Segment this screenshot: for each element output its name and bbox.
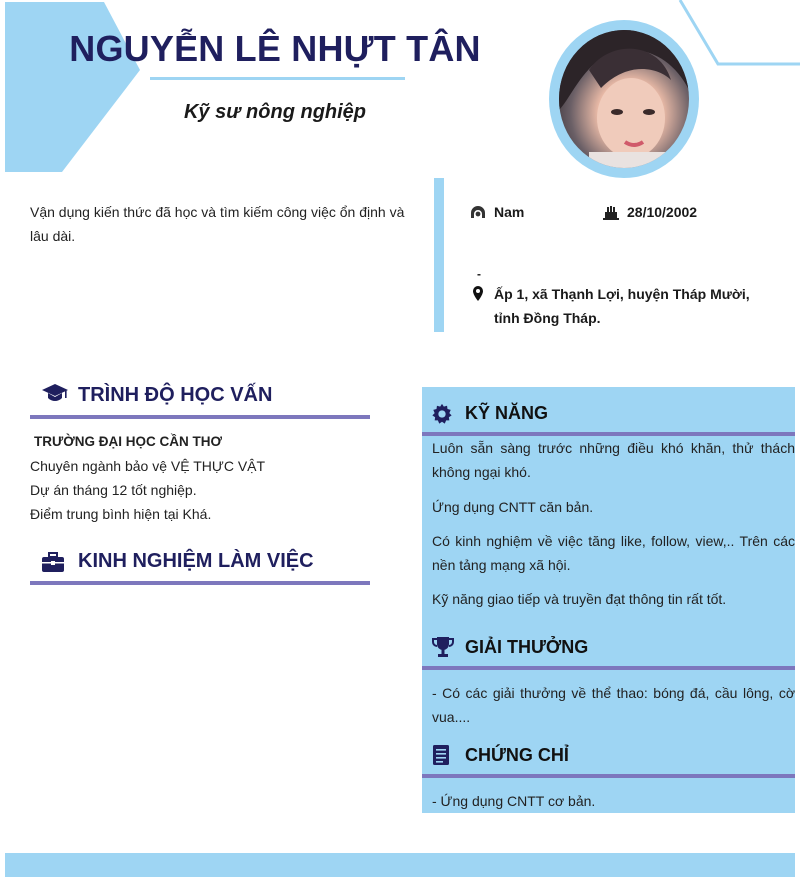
avatar-photo	[559, 30, 689, 168]
education-body	[30, 430, 390, 526]
document-icon	[433, 745, 449, 765]
map-pin-icon	[470, 286, 486, 302]
skill-item: Luôn sẵn sàng trước những điều khó khăn, thử thách không ngại khó.	[432, 440, 795, 480]
footer-bar	[5, 853, 795, 877]
cake-icon	[603, 204, 619, 220]
user-icon	[470, 205, 486, 221]
education-line: Điểm trung bình hiện tại Khá.	[30, 506, 212, 522]
certificates-title: CHỨNG CHỈ	[465, 745, 569, 765]
gear-icon	[431, 403, 453, 425]
education-line: Chuyên ngành bảo vệ VỆ THỰC VẬT	[30, 458, 266, 474]
address-value: Ấp 1, xã Thạnh Lợi, huyện Tháp Mười, tỉnh Đồng Tháp.	[494, 286, 750, 326]
awards-text: - Có các giải thưởng về thể thao: bóng đá, cầu lông, cờ vua....	[432, 685, 795, 725]
graduation-cap-icon	[42, 384, 68, 402]
right-panel	[422, 387, 795, 813]
awards-title: GIẢI THƯỞNG	[465, 637, 589, 657]
name-underline	[150, 77, 405, 80]
trophy-icon	[432, 636, 454, 658]
birthday-value: 28/10/2002	[627, 204, 698, 220]
education-divider	[30, 415, 370, 419]
education-line: Dự án tháng 12 tốt nghiệp.	[30, 482, 197, 498]
skill-item: Ứng dụng CNTT căn bản.	[432, 499, 594, 515]
education-title: TRÌNH ĐỘ HỌC VẤN	[78, 384, 273, 406]
header-decor-shape	[0, 0, 140, 175]
awards-divider	[422, 666, 795, 670]
skill-item: Kỹ năng giao tiếp và truyền đạt thông tin rất tốt.	[432, 591, 727, 607]
gender-value: Nam	[494, 204, 525, 220]
job-title: Kỹ sư nông nghiệp	[183, 101, 367, 123]
vertical-accent-bar	[434, 178, 444, 332]
skills-title: KỸ NĂNG	[465, 403, 549, 423]
certificates-text: - Ứng dụng CNTT cơ bản.	[432, 793, 596, 809]
phone-placeholder: -	[477, 267, 481, 281]
avatar	[559, 30, 689, 168]
candidate-name: NGUYỄN LÊ NHỰT TÂN	[69, 28, 481, 69]
career-objective: Vận dụng kiến thức đã học và tìm kiếm công việc ổn định và lâu dài.	[30, 204, 405, 244]
briefcase-icon	[42, 552, 64, 572]
experience-divider	[30, 581, 370, 585]
certificates-divider	[422, 774, 795, 778]
skill-item: Có kinh nghiệm về việc tăng like, follow, view,.. Trên các nền tảng mạng xã hội.	[432, 533, 795, 573]
experience-title: KINH NGHIỆM LÀM VIỆC	[78, 550, 314, 572]
corner-decor-lines	[670, 0, 800, 70]
school-name: TRƯỜNG ĐẠI HỌC CẦN THƠ	[34, 434, 222, 449]
